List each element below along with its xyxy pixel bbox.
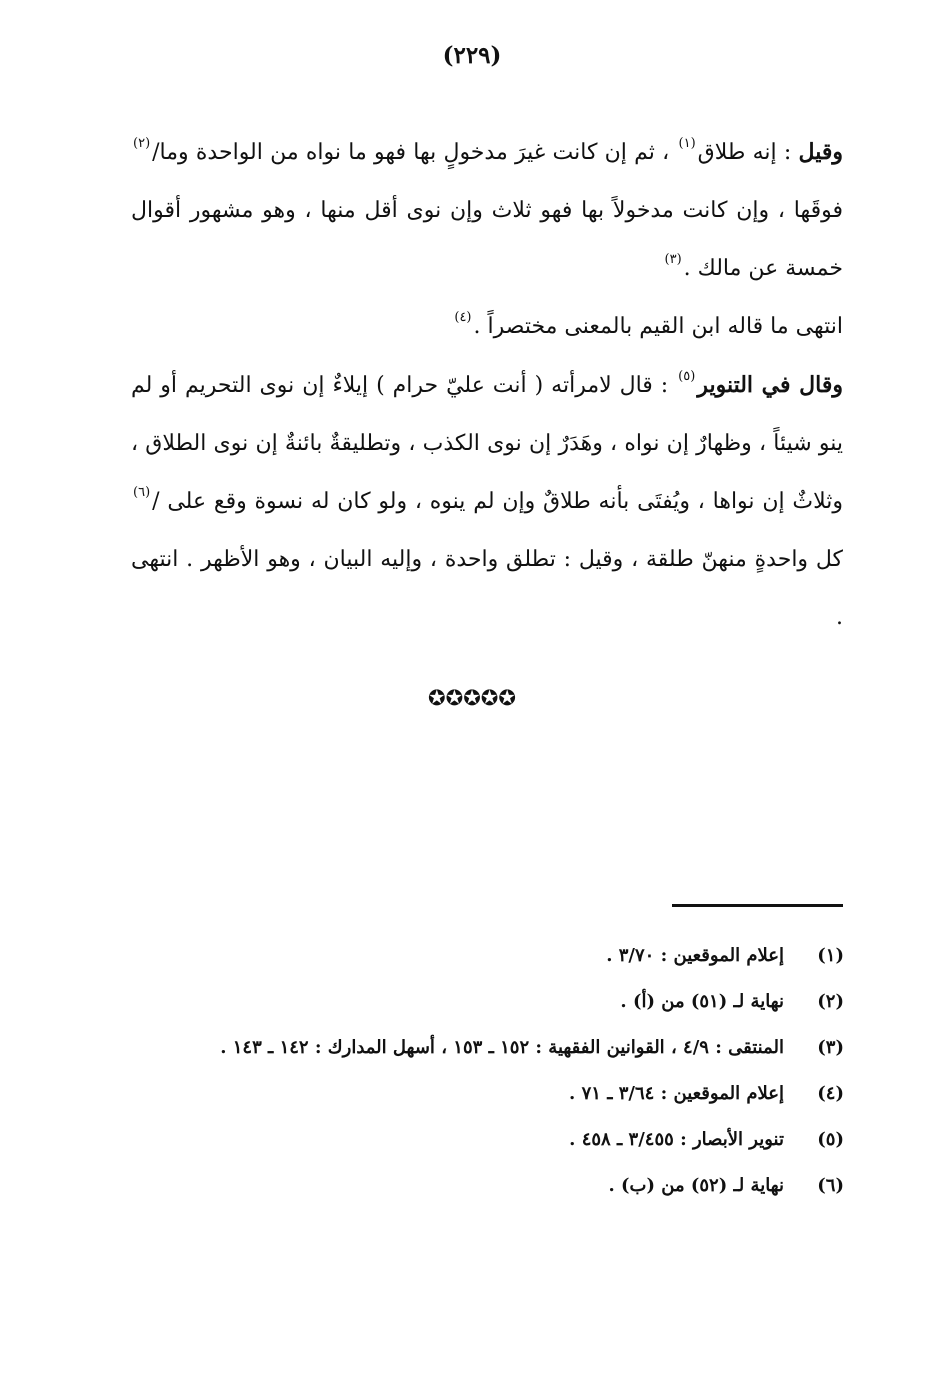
footnote-item <box>120 1026 844 1072</box>
footnote-text: إعلام الموقعين : ٣/٦٤ ـ ٧١ . <box>569 1083 784 1104</box>
footnote-number: (٦) <box>817 1175 844 1196</box>
footnote-ref-5: (٥) <box>678 368 696 384</box>
footnote-item <box>120 980 844 1026</box>
footnote-text: نهاية لـ (٥١) من (أ) . <box>620 991 784 1012</box>
text-span: : قال لامرأته ( أنت عليّ حرام ) إيلاءٌ إن نوى التحريم أو لم ينو شيئاً ، وظهارٌ إن نواه ، وهَدَرٌ إن نوى الكذب ، وتطليقةٌ بائنةٌ إن نوى الطلاق ، وثلاثٌ إن نواها ، ويُفتَى بأنه طلاقٌ وإن لم ينوه ، ولو كان له نسوة وقع على / <box>131 373 843 514</box>
text-span: انتهى ما قاله ابن القيم بالمعنى مختصراً . <box>473 314 843 339</box>
footnote-ref-4: (٤) <box>454 309 472 325</box>
footnote-item <box>120 1164 844 1210</box>
text-span: فوقَها ، وإن كانت مدخولاً بها فهو ثلاث وإن نوى أقل منها ، وهو مشهور أقوال خمسة عن مالك . <box>131 198 843 281</box>
lead-word: وقيل <box>798 139 843 165</box>
paragraph-3 <box>131 356 843 647</box>
footnote-item <box>120 1072 844 1118</box>
text-span: : إنه طلاق <box>697 140 799 165</box>
footnote-ref-6: (٦) <box>133 484 151 500</box>
footnotes <box>120 934 844 1210</box>
footnote-text: تنوير الأبصار : ٣/٤٥٥ ـ ٤٥٨ . <box>569 1129 784 1150</box>
page-number: (٢٢٩) <box>442 42 502 69</box>
section-ornament: ✪✪✪✪✪ <box>428 686 516 710</box>
footnote-separator <box>672 904 843 907</box>
lead-phrase: وقال في التنوير <box>697 372 843 398</box>
footnote-item <box>120 934 844 980</box>
footnote-number: (٣) <box>817 1037 844 1058</box>
main-text <box>131 123 843 647</box>
text-span: ، ثم إن كانت غيرَ مدخولٍ بها فهو ما نواه من الواحدة وما/ <box>152 140 677 165</box>
footnote-ref-2: (٢) <box>133 135 151 151</box>
footnote-text: نهاية لـ (٥٢) من (ب) . <box>608 1175 784 1196</box>
footnote-item <box>120 1118 844 1164</box>
footnote-ref-3: (٣) <box>664 251 682 267</box>
text-span: كل واحدةٍ منهنّ طلقة ، وقيل : تطلق واحدة ، وإليه البيان ، وهو الأظهر . انتهى . <box>131 547 843 630</box>
paragraph-2 <box>131 298 843 356</box>
paragraph-1 <box>131 123 843 298</box>
footnote-text: المنتقى : ٤/٩ ، القوانين الفقهية : ١٥٢ ـ ١٥٣ ، أسهل المدارك : ١٤٢ ـ ١٤٣ . <box>220 1037 784 1058</box>
footnote-number: (٤) <box>817 1083 844 1104</box>
footnote-number: (٢) <box>817 991 844 1012</box>
footnote-number: (١) <box>817 945 844 966</box>
footnote-text: إعلام الموقعين : ٣/٧٠ . <box>606 945 784 966</box>
footnote-ref-1: (١) <box>678 135 696 151</box>
footnote-number: (٥) <box>817 1129 844 1150</box>
